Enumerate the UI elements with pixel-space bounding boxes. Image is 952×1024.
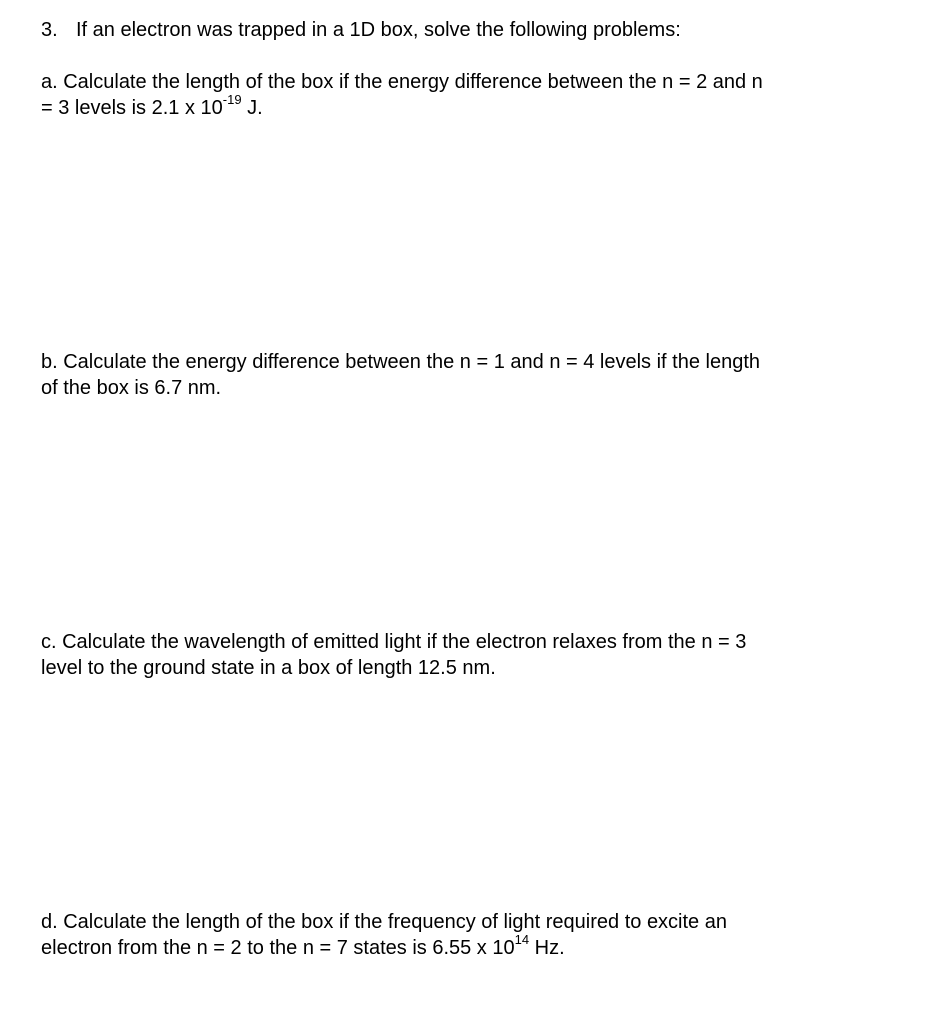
problem-heading-text: If an electron was trapped in a 1D box, solve the following problems: bbox=[76, 19, 681, 41]
question-c-line-2: level to the ground state in a box of length 12.5 nm. bbox=[41, 657, 496, 679]
question-b bbox=[41, 349, 861, 401]
question-d bbox=[41, 909, 861, 961]
question-d-line-2 bbox=[41, 932, 861, 961]
question-d-exponent: 14 bbox=[514, 932, 530, 948]
question-b-line-1: b. Calculate the energy difference between the n = 1 and n = 4 levels if the length bbox=[41, 351, 761, 373]
question-a-exponent: -19 bbox=[222, 92, 242, 108]
question-d-line-2-text: electron from the n = 2 to the n = 7 states is 6.55 x 10 bbox=[41, 937, 515, 959]
problem-number: 3. bbox=[41, 19, 58, 41]
question-c bbox=[41, 629, 861, 681]
question-a-unit: J. bbox=[241, 97, 263, 119]
question-a-line-2 bbox=[41, 92, 861, 121]
question-a bbox=[41, 69, 861, 121]
question-a-line-1: a. Calculate the length of the box if the energy difference between the n = 2 and n bbox=[41, 71, 763, 93]
problem-heading bbox=[41, 17, 861, 43]
question-d-unit: Hz. bbox=[529, 937, 565, 959]
question-b-line-2: of the box is 6.7 nm. bbox=[41, 377, 222, 399]
question-d-line-1: d. Calculate the length of the box if the frequency of light required to excite an bbox=[41, 911, 727, 933]
question-c-line-1: c. Calculate the wavelength of emitted light if the electron relaxes from the n = 3 bbox=[41, 631, 747, 653]
question-a-line-2-text: = 3 levels is 2.1 x 10 bbox=[41, 97, 223, 119]
